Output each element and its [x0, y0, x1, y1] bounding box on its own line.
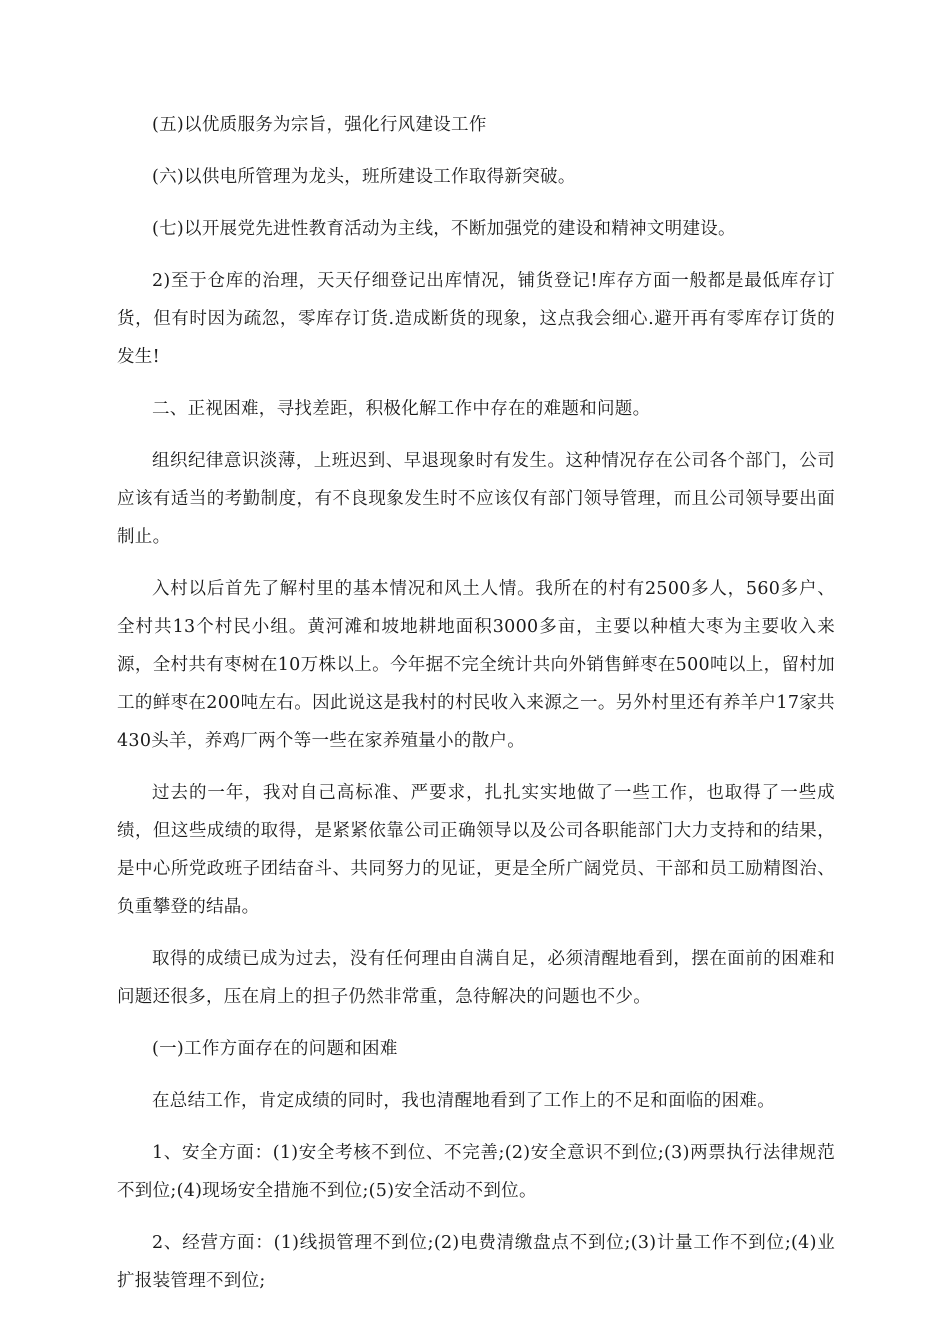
paragraph-qi: (七)以开展党先进性教育活动为主线，不断加强党的建设和精神文明建设。 — [152, 219, 736, 239]
paragraph-discipline: 组织纪律意识淡薄，上班迟到、早退现象时有发生。这种情况存在公司各个部门，公司应该有适当的考勤制度，有不良现象发生时不应该仅有部门领导管理，而且公司领导要出面制止。 — [117, 451, 835, 547]
paragraph-warehouse: 2)至于仓库的治理，天天仔细登记出库情况，铺货登记!库存方面一般都是最低库存订货，但有时因为疏忽，零库存订货.造成断货的现象，这点我会细心.避开再有零库存订货的发生! — [117, 271, 835, 367]
paragraph-operations: 2、经营方面：(1)线损管理不到位;(2)电费清缴盘点不到位;(3)计量工作不到位;(4)业扩报装管理不到位; — [117, 1233, 835, 1291]
section-heading-two: 二、正视困难，寻找差距，积极化解工作中存在的难题和问题。 — [152, 399, 651, 419]
paragraph-wu: (五)以优质服务为宗旨，强化行风建设工作 — [152, 115, 487, 135]
document-body — [117, 106, 835, 1314]
paragraph-achievements: 取得的成绩已成为过去，没有任何理由自满自足，必须清醒地看到，摆在面前的困难和问题还很多，压在肩上的担子仍然非常重，急待解决的问题也不少。 — [117, 949, 835, 1007]
subheading-problems: (一)工作方面存在的问题和困难 — [152, 1039, 398, 1059]
paragraph-safety: 1、安全方面：(1)安全考核不到位、不完善;(2)安全意识不到位;(3)两票执行法律规范不到位;(4)现场安全措施不到位;(5)安全活动不到位。 — [117, 1143, 835, 1201]
paragraph-village: 入村以后首先了解村里的基本情况和风土人情。我所在的村有2500多人，560多户、全村共13个村民小组。黄河滩和坡地耕地面积3000多亩，主要以种植大枣为主要收入来源，全村共有枣树在10万株以上。今年据不完全统计共向外销售鲜枣在500吨以上，留村加工的鲜枣在200吨左右。因此说这是我村的村民收入来源之一。另外村里还有养羊户17家共430头羊，养鸡厂两个等一些在家养殖量小的散户。 — [117, 579, 835, 751]
paragraph-past-year: 过去的一年，我对自己高标准、严要求，扎扎实实地做了一些工作，也取得了一些成绩，但这些成绩的取得，是紧紧依靠公司正确领导以及公司各职能部门大力支持和的结果，是中心所党政班子团结奋斗、共同努力的见证，更是全所广阔党员、干部和员工励精图治、负重攀登的结晶。 — [117, 783, 835, 917]
paragraph-liu: (六)以供电所管理为龙头，班所建设工作取得新突破。 — [152, 167, 576, 187]
paragraph-summary: 在总结工作，肯定成绩的同时，我也清醒地看到了工作上的不足和面临的困难。 — [152, 1091, 775, 1111]
